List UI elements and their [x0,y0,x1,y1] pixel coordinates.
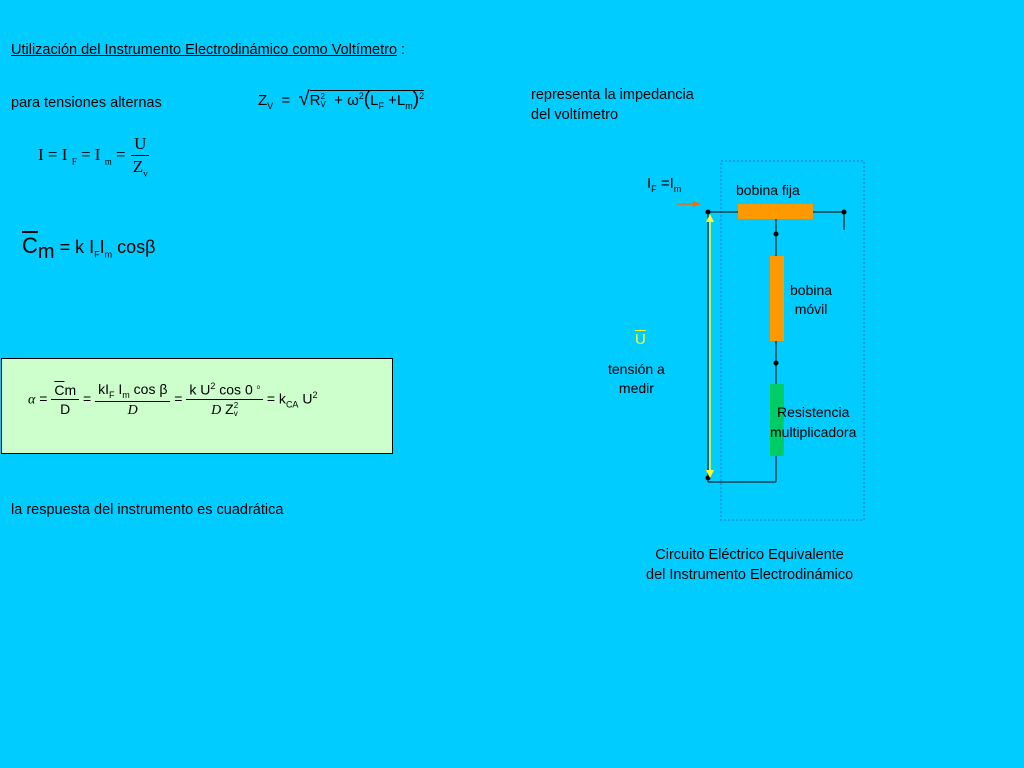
node-coil-top [774,232,779,237]
eq-a-deg: o [256,385,260,392]
eq-a-zsup: 2 [233,401,239,411]
eq-z-sub: V [267,101,274,111]
eq-a-d: D [60,401,71,418]
eq-if: I [61,145,68,165]
resistor-line2: multiplicadora [770,424,857,440]
node-top-left [706,210,711,215]
resistor-label [770,402,856,442]
deflection-equation: α = $\frac{\overline{C}m}{D}$ = $\frac{kI_F I_m \cos \beta}{D}$ = k $U^2$ cos 0 $^o$ D Z 2 v = $k_{CA}$ $U^2$ [28,381,318,419]
voltage-line1: tensión a [608,361,665,377]
eq-i: I [38,145,44,165]
eq-r-sup: 2 [320,92,325,102]
eq-lf: L [370,92,379,109]
current-label [647,175,681,194]
eq-r: R [309,92,321,109]
title-suffix: : [397,42,406,58]
impedance-equation: $Z_V = √R$ 2 V + $\omega^2(L_F +L_m)^2$ [258,88,425,111]
current-i: I [647,175,652,192]
eq-cm-i: I [99,237,105,257]
caption-line2: del Instrumento Electrodinámico [646,567,854,583]
eq-lm-sub: m [405,101,413,111]
eq-a-zsub: v [233,409,238,419]
moving-coil-line2: móvil [794,301,828,317]
eq-zv: Z [132,157,144,176]
resistor-line1: Resistencia [777,404,850,420]
eq-alpha: α [28,392,36,408]
node-coil-bottom [774,361,779,366]
eq-omega-sup: 2 [358,91,364,101]
node-top-right [842,210,847,215]
voltage-label [608,360,665,398]
eq-a-m2: m [122,389,130,400]
eq-a-zv: Z [221,400,234,417]
eq-cm-f: F [94,249,100,260]
moving-coil [770,256,784,341]
eq-omega: ω [347,92,359,109]
moving-coil-line1: bobina [790,282,833,298]
eq-a-num2b: cos 0 [215,381,253,398]
eq-u: U [131,134,149,156]
voltage-symbol [635,331,646,348]
eq-a-two: 2 [210,381,216,392]
current-eq: =I [656,175,674,192]
eq-cm-c: $\overline{C}$ [22,233,38,258]
eq-lf-sub: F [378,101,384,111]
fixed-coil-label: bobina fija [736,182,800,198]
eq-cm-cos: cosβ [117,237,156,257]
eq-a-m: m [64,382,77,399]
current-arrow-head [693,201,701,207]
eq-z-symbol: Z [258,92,268,109]
eq-a-den1: D [127,402,138,418]
eq-zv-sub: v [143,168,148,179]
caption-line1: Circuito Eléctrico Equivalente [655,547,844,563]
voltage-line2: medir [618,380,654,396]
eq-a-c: $\overline{C}$ [54,382,65,399]
moving-coil-label [790,281,832,319]
eq-im-sub: m [104,156,112,167]
eq-a-im: I [114,381,123,397]
current-equation: I = I $_F$ = I $_m$ = $\frac{U}{Z_v}$ [38,134,148,179]
eq-r-sub: V [320,100,326,110]
eq-lm: L [396,92,406,109]
current-m: m [673,184,682,194]
voltage-arrow-head-top [706,214,714,222]
eq-cm-rhs: = k I [59,237,95,257]
eq-a-k: = k [266,390,286,407]
eq-im: I [94,145,101,165]
eq-a-cosb: cos β [129,381,168,397]
eq-if-sub: F [71,156,77,167]
voltage-u: $\overline{U}$ [635,331,646,348]
response-note: la respuesta del instrumento es cuadrática [11,502,284,518]
eq-a-den2a: D [211,402,222,418]
circuit-caption [646,545,853,585]
eq-a-num2a: k U [189,381,211,398]
fixed-coil [738,204,813,219]
eq-a-ca: CA [285,399,299,410]
current-f: F [651,184,657,194]
eq-a-u2sup: 2 [312,389,318,400]
eq-cm-m: m [37,241,55,263]
impedance-note-line2: del voltímetro [531,107,619,123]
eq-a-u2: U [298,390,313,407]
ac-label: para tensiones alternas [11,95,162,111]
impedance-note-line1: representa la impedancia [531,87,694,103]
eq-cm-m2: m [104,249,113,260]
eq-a-f: F [108,389,115,400]
eq-a-num1: kI [98,381,109,397]
eq-sq: 2 [419,91,425,101]
title-text: Utilización del Instrumento Electrodinámico como Voltímetro [11,42,398,58]
